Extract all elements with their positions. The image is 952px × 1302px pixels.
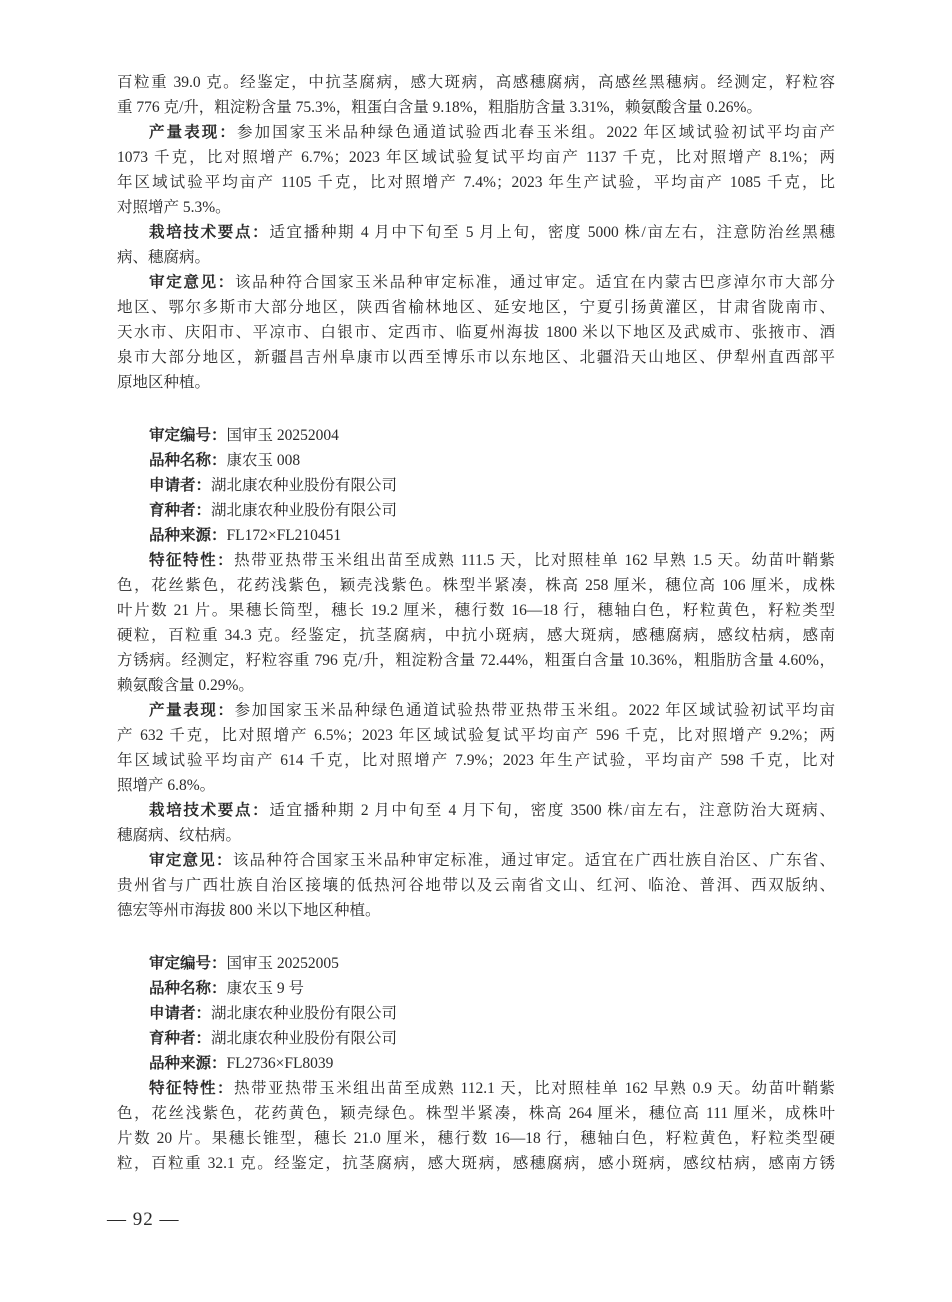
text-line	[117, 220, 835, 245]
paragraph	[117, 848, 835, 923]
field-text: 年区域试验平均亩产 614 千克，比对照增产 7.9%；2023 年生产试验，平均亩产 598 千克，比对	[117, 752, 835, 769]
field-label: 品种来源：	[149, 527, 227, 544]
field-text: 病、穗腐病。	[117, 249, 211, 266]
text-line	[117, 145, 835, 170]
paragraph	[117, 976, 835, 1001]
paragraph	[117, 423, 835, 448]
field-text: 参加国家玉米品种绿色通道试验热带亚热带玉米组。2022 年区域试验初试平均亩	[234, 702, 835, 719]
paragraph	[117, 473, 835, 498]
text-line	[117, 598, 835, 623]
text-line	[117, 823, 835, 848]
field-text: 1073 千克，比对照增产 6.7%；2023 年区域试验复试平均亩产 1137 千克，比对照增产 8.1%；两	[117, 149, 835, 166]
field-label: 育种者：	[149, 502, 212, 519]
text-line	[117, 848, 835, 873]
field-label: 产量表现：	[149, 702, 235, 719]
field-text: 硬粒，百粒重 34.3 克。经鉴定，抗茎腐病，中抗小斑病，感大斑病，感穗腐病，感纹枯病，感南	[117, 627, 835, 644]
text-line	[117, 773, 835, 798]
variety-entry	[117, 951, 835, 1176]
field-text: 片数 20 片。果穗长锥型，穗长 21.0 厘米，穗行数 16—18 行，穗轴白色，籽粒黄色，籽粒类型硬	[117, 1130, 835, 1147]
field-label: 栽培技术要点：	[149, 802, 270, 819]
field-text: 年区域试验平均亩产 1105 千克，比对照增产 7.4%；2023 年生产试验，平均亩产 1085 千克，比	[117, 174, 835, 191]
text-line	[117, 370, 835, 395]
field-text: 康农玉 008	[226, 452, 301, 469]
field-text: 湖北康农种业股份有限公司	[211, 1030, 398, 1047]
field-label: 审定意见：	[149, 852, 233, 869]
variety-entry	[117, 70, 835, 395]
field-text: 天水市、庆阳市、平凉市、白银市、定西市、临夏州海拔 1800 米以下地区及武威市、张掖市、酒	[117, 324, 835, 341]
text-line	[117, 245, 835, 270]
field-text: 适宜播种期 2 月中旬至 4 月下旬，密度 3500 株/亩左右，注意防治大斑病、	[269, 802, 835, 819]
text-line	[117, 1151, 835, 1176]
field-text: 粒，百粒重 32.1 克。经鉴定，抗茎腐病，感大斑病，感穗腐病，感小斑病，感纹枯病，感南方锈	[117, 1155, 835, 1172]
field-label: 产量表现：	[149, 124, 237, 141]
field-label: 栽培技术要点：	[149, 224, 270, 241]
text-line	[117, 1126, 835, 1151]
text-line	[117, 1076, 835, 1101]
paragraph	[117, 120, 835, 220]
field-label: 审定编号：	[149, 955, 227, 972]
text-line	[117, 423, 835, 448]
field-text: 国审玉 20252005	[226, 955, 339, 972]
document-body	[117, 70, 835, 1204]
page-number: — 92 —	[107, 1209, 180, 1230]
text-line	[117, 548, 835, 573]
text-line	[117, 623, 835, 648]
paragraph	[117, 951, 835, 976]
text-line	[117, 498, 835, 523]
text-line	[117, 1001, 835, 1026]
field-text: 泉市大部分地区，新疆昌吉州阜康市以西至博乐市以东地区、北疆沿天山地区、伊犁州直西部平	[117, 349, 835, 366]
field-text: 热带亚热带玉米组出苗至成熟 112.1 天，比对照桂单 162 早熟 0.9 天。幼苗叶鞘紫	[234, 1080, 835, 1097]
text-line	[117, 1026, 835, 1051]
field-text: 原地区种植。	[117, 374, 211, 391]
paragraph	[117, 523, 835, 548]
field-text: 赖氨酸含量 0.29%。	[117, 677, 254, 694]
text-line	[117, 1101, 835, 1126]
paragraph	[117, 698, 835, 798]
text-line	[117, 748, 835, 773]
field-text: 该品种符合国家玉米品种审定标准，通过审定。适宜在内蒙古巴彦淖尔市大部分	[234, 274, 835, 291]
field-text: 百粒重 39.0 克。经鉴定，中抗茎腐病，感大斑病，高感穗腐病，高感丝黑穗病。经测定，籽粒容	[117, 74, 835, 91]
paragraph	[117, 548, 835, 698]
text-line	[117, 95, 835, 120]
paragraph	[117, 498, 835, 523]
text-line	[117, 873, 835, 898]
field-text: 湖北康农种业股份有限公司	[211, 502, 398, 519]
paragraph	[117, 1001, 835, 1026]
field-label: 育种者：	[149, 1030, 212, 1047]
field-text: 参加国家玉米品种绿色通道试验西北春玉米组。2022 年区域试验初试平均亩产	[237, 124, 835, 141]
field-text: 德宏等州市海拔 800 米以下地区种植。	[117, 902, 381, 919]
field-label: 申请者：	[149, 1005, 212, 1022]
text-line	[117, 345, 835, 370]
text-line	[117, 976, 835, 1001]
text-line	[117, 1051, 835, 1076]
field-label: 申请者：	[149, 477, 212, 494]
text-line	[117, 523, 835, 548]
field-text: 适宜播种期 4 月中下旬至 5 月上旬，密度 5000 株/亩左右，注意防治丝黑穗	[269, 224, 835, 241]
field-text: 对照增产 5.3%。	[117, 199, 231, 216]
text-line	[117, 798, 835, 823]
field-label: 特征特性：	[149, 552, 235, 569]
field-text: 重 776 克/升，粗淀粉含量 75.3%，粗蛋白含量 9.18%，粗脂肪含量 3.31%，赖氨酸含量 0.26%。	[117, 99, 762, 116]
text-line	[117, 698, 835, 723]
text-line	[117, 723, 835, 748]
paragraph	[117, 1076, 835, 1176]
field-label: 特征特性：	[149, 1080, 235, 1097]
text-line	[117, 295, 835, 320]
field-text: 叶片数 21 片。果穗长筒型，穗长 19.2 厘米，穗行数 16—18 行，穗轴白色，籽粒黄色，籽粒类型	[117, 602, 835, 619]
field-text: 国审玉 20252004	[226, 427, 339, 444]
text-line	[117, 898, 835, 923]
paragraph	[117, 270, 835, 395]
field-text: 穗腐病、纹枯病。	[117, 827, 242, 844]
field-label: 品种名称：	[149, 980, 227, 997]
paragraph	[117, 798, 835, 848]
text-line	[117, 195, 835, 220]
text-line	[117, 448, 835, 473]
text-line	[117, 270, 835, 295]
paragraph	[117, 70, 835, 120]
text-line	[117, 320, 835, 345]
field-text: FL172×FL210451	[226, 527, 342, 544]
text-line	[117, 648, 835, 673]
field-text: 康农玉 9 号	[226, 980, 305, 997]
paragraph	[117, 1026, 835, 1051]
field-label: 品种名称：	[149, 452, 227, 469]
text-line	[117, 70, 835, 95]
paragraph	[117, 448, 835, 473]
field-text: 湖北康农种业股份有限公司	[211, 1005, 398, 1022]
field-text: 色，花丝浅紫色，花药黄色，颖壳绿色。株型半紧凑，株高 264 厘米，穗位高 111 厘米，成株叶	[117, 1105, 835, 1122]
field-text: 湖北康农种业股份有限公司	[211, 477, 398, 494]
field-label: 审定意见：	[149, 274, 235, 291]
field-text: 产 632 千克，比对照增产 6.5%；2023 年区域试验复试平均亩产 596 千克，比对照增产 9.2%；两	[117, 727, 835, 744]
field-text: 照增产 6.8%。	[117, 777, 216, 794]
field-text: 该品种符合国家玉米品种审定标准，通过审定。适宜在广西壮族自治区、广东省、	[232, 852, 835, 869]
text-line	[117, 473, 835, 498]
field-label: 审定编号：	[149, 427, 227, 444]
field-text: 色，花丝紫色，花药浅紫色，颖壳浅紫色。株型半紧凑，株高 258 厘米，穗位高 106 厘米，成株	[117, 577, 835, 594]
field-text: 贵州省与广西壮族自治区接壤的低热河谷地带以及云南省文山、红河、临沧、普洱、西双版纳、	[117, 877, 835, 894]
paragraph	[117, 220, 835, 270]
paragraph	[117, 1051, 835, 1076]
text-line	[117, 120, 835, 145]
field-label: 品种来源：	[149, 1055, 227, 1072]
text-line	[117, 951, 835, 976]
field-text: 方锈病。经测定，籽粒容重 796 克/升，粗淀粉含量 72.44%，粗蛋白含量 10.36%，粗脂肪含量 4.60%，	[117, 652, 835, 669]
field-text: 地区、鄂尔多斯市大部分地区，陕西省榆林地区、延安地区，宁夏引扬黄灌区，甘肃省陇南市、	[117, 299, 835, 316]
text-line	[117, 170, 835, 195]
variety-entry	[117, 423, 835, 923]
text-line	[117, 573, 835, 598]
field-text: FL2736×FL8039	[226, 1055, 334, 1072]
field-text: 热带亚热带玉米组出苗至成熟 111.5 天，比对照桂单 162 早熟 1.5 天。幼苗叶鞘紫	[234, 552, 835, 569]
text-line	[117, 673, 835, 698]
